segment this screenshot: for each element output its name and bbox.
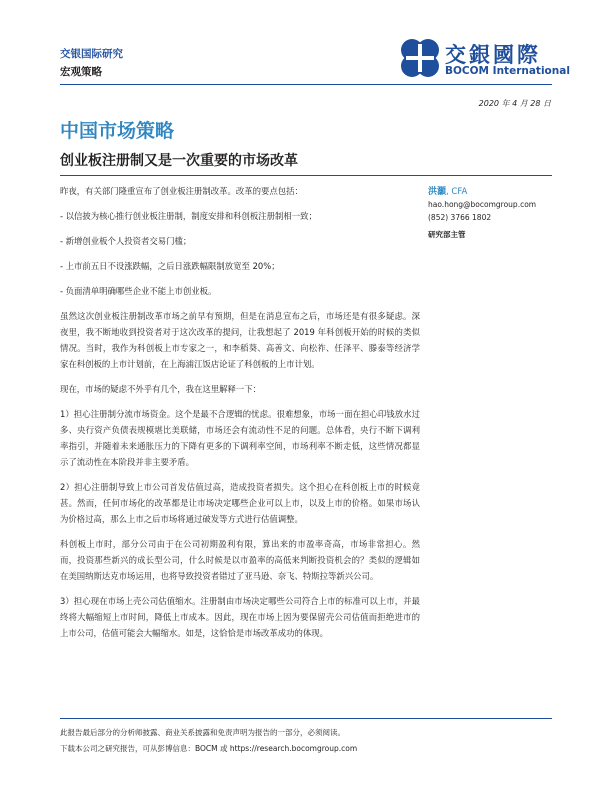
report-subtitle: 创业板注册制又是一次重要的市场改革 — [60, 153, 298, 169]
body-bullet: - 负面清单明确哪些企业不能上市创业板。 — [60, 286, 217, 296]
footer-download-note: 下载本公司之研究报告，可从彭博信息：BOCM 或 https://research.bocomgroup.com — [60, 744, 358, 753]
bocom-emblem-icon — [398, 36, 442, 80]
author-phone: (852) 3766 1802 — [428, 213, 492, 222]
author-name: 洪灝 — [428, 187, 447, 197]
header-divider — [60, 84, 552, 85]
author-sidebar — [428, 184, 552, 240]
author-credential: , CFA — [446, 187, 468, 197]
logo-chinese-text: 交銀國際 — [445, 43, 541, 67]
report-date: 2020 年 4 月 28 日 — [478, 99, 551, 108]
body-paragraph: 科创板上市时，部分公司由于在公司初期盈利有限，算出来的市盈率奇高，市场非常担心。然而，投资那些新兴的成长型公司，什么时候是以市盈率的高低来判断投资机会的？类似的逻辑如在美国纳斯达克市场运用，也将导致投资者错过了亚马逊、奈飞、特斯拉等新兴公司。 — [60, 539, 420, 581]
body-paragraph: 虽然这次创业板注册制改革市场之前早有预期，但是在消息宣布之后，市场还是有很多疑虑。深夜里，我不断地收到投资者对于这次改革的提问，让我想起了 2019 年科创板开始的时候的类似情况。当时，我作为科创板上市专家之一，和李稻葵、高善文、向松祚、任泽平、滕泰等经济学家在科创板的上市计划前，在上海浦江饭店论证了科创板的上市计划。 — [60, 311, 420, 369]
body-bullet: - 新增创业板个人投资者交易门槛； — [60, 236, 192, 246]
logo-english-text: BOCOM International — [445, 65, 570, 77]
header-category: 宏观策略 — [60, 66, 102, 78]
body-bullet: - 上市前五日不设涨跌幅，之后日涨跌幅限制放宽至 20%； — [60, 261, 280, 271]
report-title: 中国市场策略 — [60, 120, 175, 142]
bocom-logo — [398, 36, 568, 82]
body-paragraph: 2）担心注册制导致上市公司首发估值过高，造成投资者损失。这个担心在科创板上市的时候竟甚。然而，任何市场化的改革都是让市场决定哪些企业可以上市，以及上市的价格。如果市场认为价格过高，那么上市之后市场将通过破发等方式进行估值调整。 — [60, 482, 420, 524]
author-email[interactable]: hao.hong@bocomgroup.com — [428, 200, 537, 209]
footer-disclaimer: 此报告最后部分的分析师披露、商业关系披露和免责声明为报告的一部分，必须阅读。 — [60, 728, 345, 737]
footer-divider — [60, 718, 552, 719]
title-divider — [60, 175, 552, 176]
header-company: 交银国际研究 — [60, 48, 123, 60]
author-role: 研究部主管 — [428, 230, 466, 239]
body-paragraph: 昨夜，有关部门隆重宣布了创业板注册制改革。改革的要点包括： — [60, 186, 303, 196]
body-bullet: - 以信披为核心推行创业板注册制，制度安排和科创板注册制相一致； — [60, 211, 317, 221]
author-name-line — [428, 184, 552, 197]
report-body — [60, 183, 420, 650]
body-paragraph: 3）担心现在市场上壳公司估值缩水。注册制由市场决定哪些公司符合上市的标准可以上市，并最终将大幅缩短上市时间，降低上市成本。因此，现在市场上因为要保留壳公司估值而拒绝进市的上市公司，估值可能会大幅缩水。如是，这恰恰是市场改革成功的体现。 — [60, 596, 420, 638]
body-paragraph: 现在，市场的疑虑不外乎有几个，我在这里解释一下： — [60, 384, 261, 394]
body-paragraph: 1）担心注册制分流市场资金。这个是最不合逻辑的忧虑。很难想象，市场一面在担心印钱放水过多、央行资产负债表规模堪比美联储，市场还会有流动性不足的问题。总体看，央行不断下调利率指引，并随着未来通胀压力的下降有更多的下调利率空间，市场利率不断走低，这些情况都显示了流动性在本阶段并非主要矛盾。 — [60, 409, 420, 467]
